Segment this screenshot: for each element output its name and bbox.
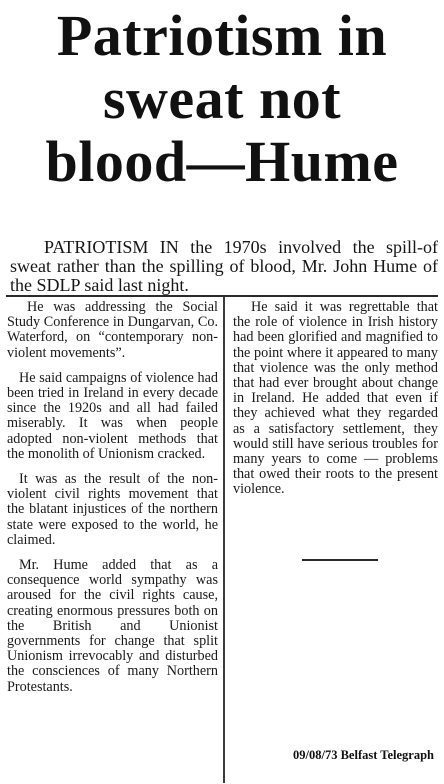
source-caption: 09/08/73 Belfast Telegraph <box>293 748 434 762</box>
right-paragraph-1: He said it was regrettable that the role of violence in Irish history had been glorified and magnified to the point where it appeared to many that violence was the only method that had ever brought about change in Ireland. He added that even if they achieved what they regarded as a satisfactory settlement, they would still have serious troubles for many years to come — problems that owed their roots to the present violence. <box>233 299 438 498</box>
left-paragraph-3: It was as the result of the non-violent civil rights movement that the blatant injustices of the northern state were exposed to the world, he claimed. <box>7 471 218 548</box>
lede-paragraph <box>10 238 438 295</box>
headline-line-3: blood—Hume <box>45 129 399 194</box>
headline <box>4 4 440 193</box>
article-end-rule <box>302 559 378 561</box>
top-column-rule <box>6 295 438 297</box>
headline-line-1: Patriotism in <box>56 3 388 68</box>
column-divider <box>223 297 225 783</box>
left-paragraph-1: He was addressing the Social Study Conference in Dungarvan, Co. Waterford, on “contemporary non-violent movements”. <box>7 299 218 361</box>
left-column <box>7 300 218 705</box>
left-paragraph-2: He said campaigns of violence had been tried in Ireland in every decade since the 1920s and all had failed miserably. It was when people adopted non-violent methods that the monolith of Unionism cracked. <box>7 369 218 462</box>
left-paragraph-4: Mr. Hume added that as a consequence world sympathy was aroused for the civil rights cause, creating enormous pressures both on the British and Unionist governments for change that split Unionism irrevocably and disturbed the consciences of many Northern Protestants. <box>7 557 218 695</box>
right-column <box>233 300 438 508</box>
lede-text: PATRIOTISM IN the 1970s involved the spill-of sweat rather than the spilling of blood, Mr. John Hume of the SDLP said last night. <box>10 237 438 295</box>
headline-line-2: sweat not <box>102 66 342 131</box>
